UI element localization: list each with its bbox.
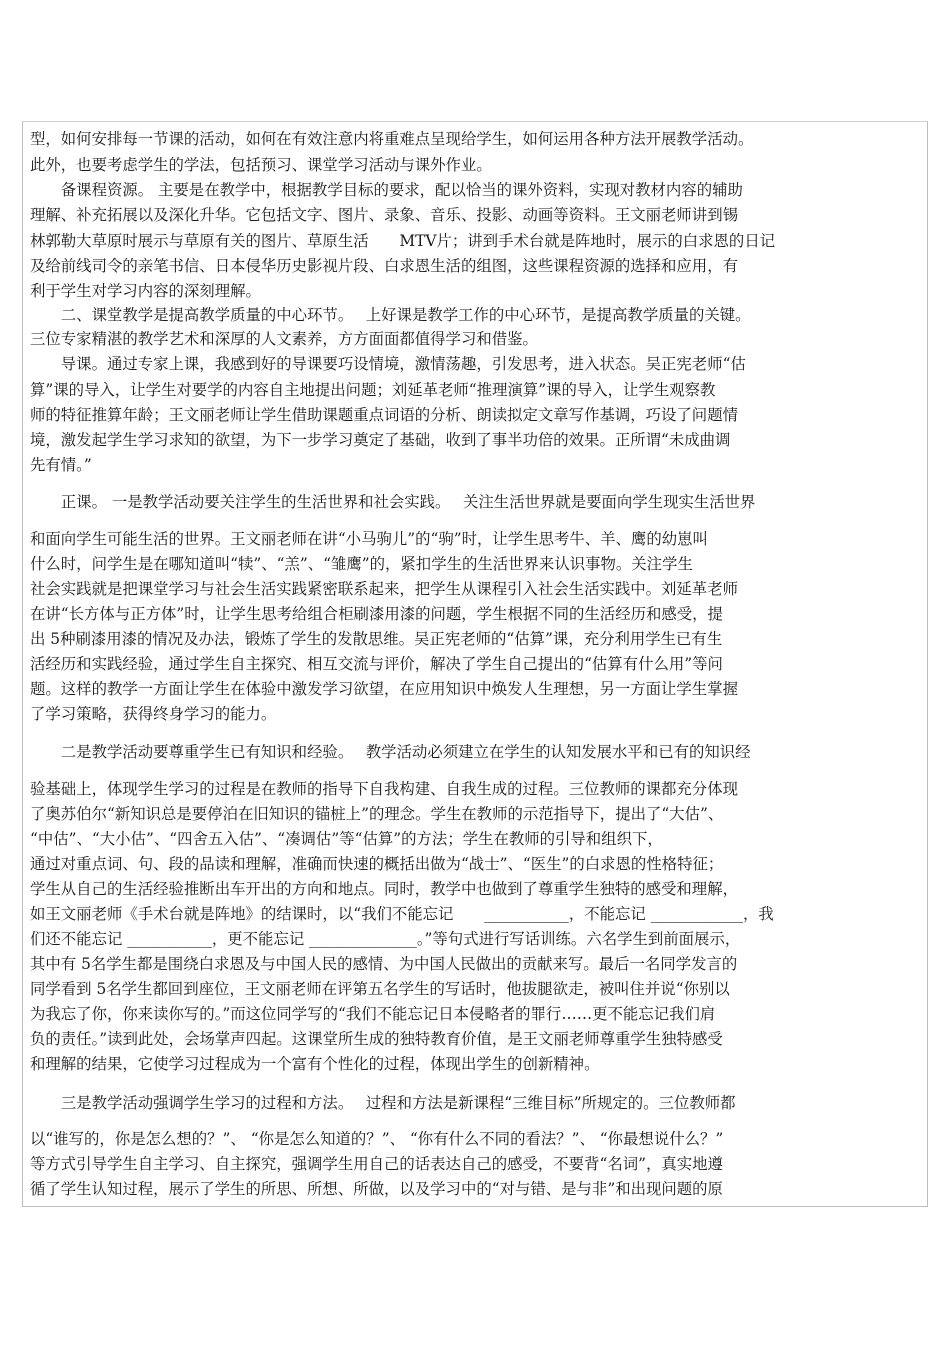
text-line: 等方式引导学生自主学习、自主探究，强调学生用自己的话表达自己的感受，不要背“名词”，真实地遵 — [30, 1155, 723, 1173]
text-line: 负的责任。”读到此处，会场掌声四起。这课堂所生成的独特教育价值，是王文丽老师尊重学生独特感受 — [30, 1030, 723, 1048]
text-line: 和理解的结果，它使学习过程成为一个富有个性化的过程，体现出学生的创新精神。 — [30, 1055, 600, 1073]
text-line: 活经历和实践经验，通过学生自主探究、相互交流与评价，解决了学生自己提出的“估算有什么用”等问 — [30, 655, 723, 673]
text-line: 理解、补充拓展以及深化升华。它包括文字、图片、录象、音乐、投影、动画等资料。王文丽老师讲到锡 — [30, 206, 738, 224]
text-line: 及给前线司令的亲笔书信、日本侵华历史影视片段、白求恩生活的组图，这些课程资源的选择和应用，有 — [30, 257, 738, 275]
text-line: 题。这样的教学一方面让学生在体验中激发学习欲望，在应用知识中焕发人生理想，另一方面让学生掌握 — [30, 680, 738, 698]
text-line: 三位专家精湛的教学艺术和深厚的人文素养，方方面面都值得学习和借鉴。 — [30, 330, 538, 348]
text-line: 学生从自己的生活经验推断出车开出的方向和地点。同时，教学中也做到了尊重学生独特的感受和理解， — [30, 880, 738, 898]
text-line: 先有情。” — [30, 456, 92, 474]
text-line: 社会实践就是把课堂学习与社会生活实践紧密联系起来，把学生从课程引入社会生活实践中。刘延革老师 — [30, 580, 738, 598]
text-line: 和面向学生可能生活的世界。王文丽老师在讲“小马驹儿”的“驹”时，让学生思考牛、羊、鹰的幼崽叫 — [30, 530, 708, 548]
text-line: 二、课堂教学是提高教学质量的中心环节。 上好课是教学工作的中心环节，是提高教学质量的关键。 — [30, 306, 751, 324]
text-line: 正课。 一是教学活动要关注学生的生活世界和社会实践。 关注生活世界就是要面向学生现实生活世界 — [30, 493, 756, 511]
text-line: 境，激发起学生学习求知的欲望，为下一步学习奠定了基础，收到了事半功倍的效果。正所谓“未成曲调 — [30, 431, 731, 449]
text-line: 备课程资源。 主要是在教学中，根据教学目标的要求，配以恰当的课外资料，实现对教材内容的辅助 — [30, 181, 743, 199]
text-line: 算”课的导入，让学生对要学的内容自主地提出问题；刘延革老师“推理演算”课的导入，让学生观察教 — [30, 381, 716, 399]
text-line: 利于学生对学习内容的深刻理解。 — [30, 282, 261, 300]
text-line: 了奥苏伯尔“新知识总是要停泊在旧知识的锚桩上”的理念。学生在教师的示范指导下，提出了“大估”、 — [30, 805, 724, 823]
text-line: 师的特征推算年龄；王文丽老师让学生借助课题重点词语的分析、朗读拟定文章写作基调，巧设了问题情 — [30, 406, 738, 424]
text-line: 验基础上，体现学生学习的过程是在教师的指导下自我构建、自我生成的过程。三位教师的课都充分体现 — [30, 780, 738, 798]
text-line: 三是教学活动强调学生学习的过程和方法。 过程和方法是新课程“三维目标”所规定的。三位教师都 — [30, 1094, 736, 1112]
text-line: 二是教学活动要尊重学生已有知识和经验。 教学活动必须建立在学生的认知发展水平和已有的知识经 — [30, 743, 751, 761]
text-line: 循了学生认知过程，展示了学生的所思、所想、所做，以及学习中的“对与错、是与非”和出现问题的原 — [30, 1180, 723, 1198]
text-line: 通过对重点词、句、段的品读和理解，准确而快速的概括出做为“战士”、“医生”的白求恩的性格特征； — [30, 855, 724, 873]
text-line: 型，如何安排每一节课的活动，如何在有效注意内将重难点呈现给学生，如何运用各种方法开展教学活动。 — [30, 130, 754, 148]
text-line: 出 5种刷漆用漆的情况及办法，锻炼了学生的发散思维。吴正宪老师的“估算”课，充分利用学生已有生 — [30, 630, 723, 648]
text-line: 同学看到 5名学生都回到座位，王文丽老师在评第五名学生的写话时，他拔腿欲走，被叫住并说“你别以 — [30, 980, 730, 998]
text-line: 导课。通过专家上课，我感到好的导课要巧设情境，激情荡趣，引发思考，进入状态。吴正宪老师“估 — [30, 355, 746, 373]
text-line: 此外，也要考虑学生的学法，包括预习、课堂学习活动与课外作业。 — [30, 156, 492, 174]
text-line: 其中有 5名学生都是围绕白求恩及与中国人民的感情、为中国人民做出的贡献来写。最后一名同学发言的 — [30, 955, 738, 973]
text-line: 什么时，问学生是在哪知道叫“犊”、“羔”、“雏鹰”的，紧扣学生的生活世界来认识事物。关注学生 — [30, 555, 693, 573]
text-line: 以“谁写的，你是怎么想的？”、 “你是怎么知道的？”、 “你有什么不同的看法？”、 “你最想说什么？” — [30, 1130, 724, 1148]
text-line: 们还不能忘记 ___________，更不能忘记 ______________。”等句式进行写话训练。六名学生到前面展示， — [30, 930, 741, 948]
text-line: “中估”、“大小估”、“四舍五入估”、“凑调估”等“估算”的方法；学生在教师的引导和组织下， — [30, 830, 663, 848]
text-line: 了学习策略，获得终身学习的能力。 — [30, 705, 277, 723]
text-line: 在讲“长方体与正方体”时，让学生思考给组合柜刷漆用漆的问题，学生根据不同的生活经历和感受，提 — [30, 605, 723, 623]
text-line: 林郭勒大草原时展示与草原有关的图片、草原生活 MTV片；讲到手术台就是阵地时，展示的白求恩的日记 — [30, 232, 776, 250]
text-line: 为我忘了你，你来读你写的。”而这位同学写的“我们不能忘记日本侵略者的罪行……更不能忘记我们肩 — [30, 1005, 716, 1023]
text-line: 如王文丽老师《手术台就是阵地》的结课时，以“我们不能忘记 ___________，不能忘记 ____________，我 — [30, 905, 774, 923]
